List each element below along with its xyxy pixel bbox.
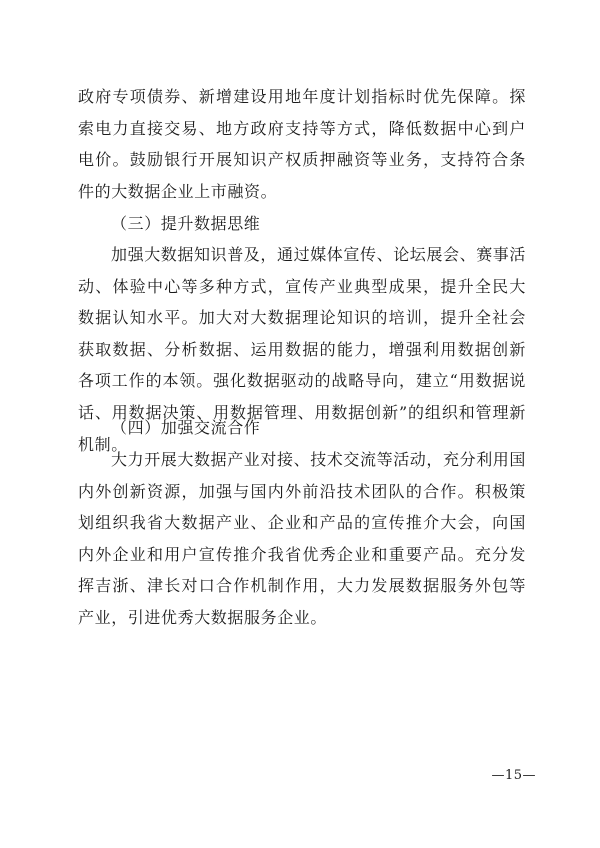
section-heading-4: （四）加强交流合作 — [111, 418, 261, 437]
section-heading-3: （三）提升数据思维 — [111, 214, 261, 233]
body-paragraph-exchange-cooperation: 大力开展大数据产业对接、技术交流等活动，充分利用国内外创新资源，加强与国内外前沿技术团队的合作。积极策划组织我省大数据产业、企业和产品的宣传推介大会，向国内外企业和用户宣传推介我省优秀企业和重要产品。充分发挥吉浙、津长对口合作机制作用，大力发展数据服务外包等产业，引进优秀大数据服务企业。 — [78, 450, 527, 627]
body-paragraph-data-thinking: 加强大数据知识普及，通过媒体宣传、论坛展会、赛事活动、体验中心等多种方式，宣传产业典型成果，提升全民大数据认知水平。加大对大数据理论知识的培训，提升全社会获取数据、分析数据、运用数据的能力，增强利用数据创新各项工作的本领。强化数据驱动的战略导向，建立“用数据说话、用数据决策、用数据管理、用数据创新”的组织和管理新机制。 — [78, 245, 527, 454]
page-number: —15— — [491, 768, 536, 783]
body-paragraph-continued: 政府专项债券、新增建设用地年度计划指标时优先保障。探索电力直接交易、地方政府支持等方式，降低数据中心到户电价。鼓励银行开展知识产权质押融资等业务，支持符合条件的大数据企业上市融资。 — [78, 87, 526, 201]
